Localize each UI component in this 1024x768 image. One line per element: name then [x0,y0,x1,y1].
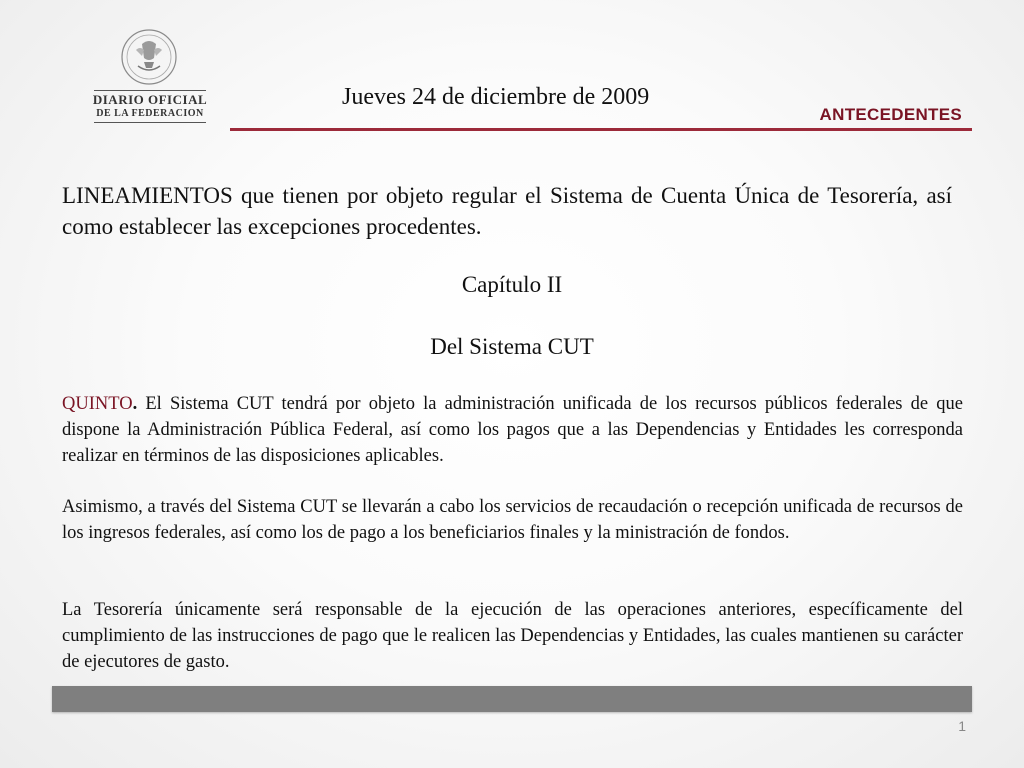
diario-oficial-logo [88,28,212,124]
chapter-subtitle: Del Sistema CUT [430,334,594,359]
paragraph-tesoreria: La Tesorería únicamente será responsable de la ejecución de las operaciones anteriores, específicamente del cumplimiento de las instrucciones de pago que le realicen las Dependencias y Entidades, las cuales mantienen su carácter de ejecutores de gasto. [62,600,963,672]
paragraph-asimismo: Asimismo, a través del Sistema CUT se llevarán a cabo los servicios de recaudación o recepción unificada de recursos de los ingresos federales, así como los de pago a los beneficiarios finales y la ministración de fondos. [62,497,963,543]
paragraph-quinto [62,391,963,469]
header-accent-rule [230,128,972,131]
mexican-eagle-emblem-icon [120,28,178,86]
paragraph-lead-dot: . [132,394,138,414]
chapter-heading: Capítulo II [461,272,563,297]
footer-bar [52,686,972,712]
logo-rule-top [94,90,206,91]
page-number: 1 [958,718,966,734]
logo-line-1: DIARIO OFICIAL [92,92,208,107]
paragraph-quinto-text: El Sistema CUT tendrá por objeto la administración unificada de los recursos públicos federales de que dispone la Administración Pública Federal, así como los pagos que a las Dependencias y Entidades les corresponda realizar en términos de las disposiciones aplicables. [62,394,963,466]
logo-rule-bottom [94,122,206,123]
publication-date: Jueves 24 de diciembre de 2009 [342,84,650,110]
document-title: LINEAMIENTOS que tienen por objeto regular el Sistema de Cuenta Única de Tesorería, así como establecer las excepciones procedentes. [62,183,952,239]
logo-line-2: DE LA FEDERACION [96,108,204,119]
paragraph-lead-quinto: QUINTO [62,394,133,414]
section-label: ANTECEDENTES [819,105,962,124]
